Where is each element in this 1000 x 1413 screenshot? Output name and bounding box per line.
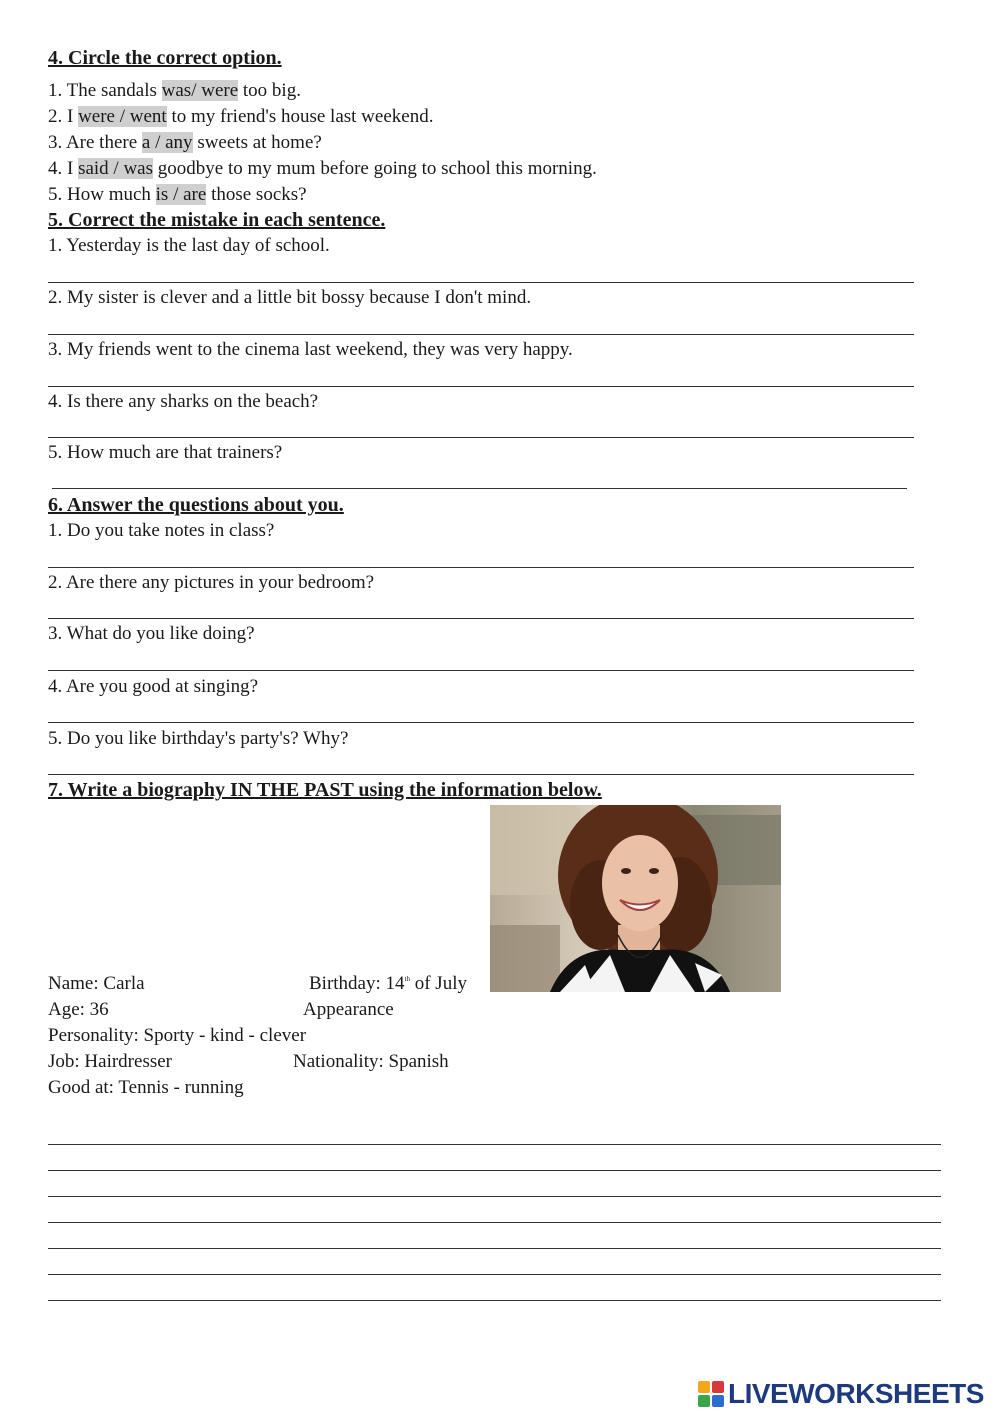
logo-square <box>698 1395 710 1407</box>
answer-line[interactable] <box>48 386 914 387</box>
circle-item-4 <box>48 158 597 180</box>
circle-item-post: too big. <box>238 80 301 101</box>
circle-item-2 <box>48 106 433 128</box>
biography-line[interactable] <box>48 1274 941 1275</box>
circle-item-post: those socks? <box>206 184 307 205</box>
correct-question-1: 1. Yesterday is the last day of school. <box>48 235 330 256</box>
biography-line[interactable] <box>48 1248 941 1249</box>
section-7-heading: 7. Write a biography IN THE PAST using the information below. <box>48 779 602 801</box>
biography-line[interactable] <box>48 1170 941 1171</box>
correct-question-4: 4. Is there any sharks on the beach? <box>48 391 319 412</box>
circle-item-pre: 1. The sandals <box>48 80 162 101</box>
correct-question-2: 2. My sister is clever and a little bit bossy because I don't mind. <box>48 287 532 308</box>
correct-question-3: 3. My friends went to the cinema last weekend, they was very happy. <box>48 339 573 360</box>
about-question-5: 5. Do you like birthday's party's? Why? <box>48 728 349 749</box>
answer-line[interactable] <box>48 334 914 335</box>
about-question-2: 2. Are there any pictures in your bedroom? <box>48 572 375 593</box>
answer-line[interactable] <box>48 774 914 775</box>
logo-text: LIVEWORKSHEETS <box>728 1378 984 1409</box>
section-5-heading: 5. Correct the mistake in each sentence. <box>48 209 386 231</box>
biography-line[interactable] <box>48 1222 941 1223</box>
birthday-suffix: th <box>404 975 410 983</box>
info-birthday <box>309 973 467 995</box>
circle-item-post: sweets at home? <box>192 132 322 153</box>
answer-line[interactable] <box>48 722 914 723</box>
circle-option[interactable]: said / was <box>78 158 154 179</box>
info-job: Job: Hairdresser <box>48 1051 172 1072</box>
circle-item-post: to my friend's house last weekend. <box>166 106 434 127</box>
circle-item-pre: 5. How much <box>48 184 156 205</box>
section-4-heading: 4. Circle the correct option. <box>48 47 282 69</box>
info-age: Age: 36 <box>48 999 109 1020</box>
liveworksheets-logo <box>698 1378 984 1410</box>
circle-item-3 <box>48 132 322 154</box>
biography-line[interactable] <box>48 1196 941 1197</box>
circle-option[interactable]: was/ were <box>161 80 239 101</box>
info-nationality: Nationality: Spanish <box>293 1051 449 1072</box>
about-question-4: 4. Are you good at singing? <box>48 676 259 697</box>
answer-line[interactable] <box>48 437 914 438</box>
answer-line[interactable] <box>52 488 907 489</box>
about-question-1: 1. Do you take notes in class? <box>48 520 275 541</box>
circle-item-pre: 3. Are there <box>48 132 142 153</box>
info-good-at: Good at: Tennis - running <box>48 1077 244 1098</box>
circle-item-1 <box>48 80 301 102</box>
logo-square <box>712 1381 724 1393</box>
circle-item-pre: 4. I <box>48 158 79 179</box>
birthday-month: of July <box>409 973 467 994</box>
section-6-heading: 6. Answer the questions about you. <box>48 494 344 516</box>
answer-line[interactable] <box>48 618 914 619</box>
info-appearance: Appearance <box>303 999 394 1020</box>
circle-option[interactable]: a / any <box>141 132 193 153</box>
circle-option[interactable]: were / went <box>78 106 167 127</box>
info-name: Name: Carla <box>48 973 145 994</box>
logo-square <box>712 1395 724 1407</box>
biography-line[interactable] <box>48 1300 941 1301</box>
answer-line[interactable] <box>48 670 914 671</box>
info-personality: Personality: Sporty - kind - clever <box>48 1025 307 1046</box>
logo-mark-icon <box>698 1381 724 1407</box>
circle-option[interactable]: is / are <box>155 184 207 205</box>
circle-item-5 <box>48 184 307 206</box>
answer-line[interactable] <box>48 282 914 283</box>
circle-item-post: goodbye to my mum before going to school this morning. <box>153 158 597 179</box>
biography-line[interactable] <box>48 1144 941 1145</box>
logo-square <box>698 1381 710 1393</box>
about-question-3: 3. What do you like doing? <box>48 623 255 644</box>
answer-line[interactable] <box>48 567 914 568</box>
birthday-text: Birthday: 14 <box>309 973 405 994</box>
correct-question-5: 5. How much are that trainers? <box>48 442 283 463</box>
portrait-photo <box>490 805 781 992</box>
circle-item-pre: 2. I <box>48 106 79 127</box>
